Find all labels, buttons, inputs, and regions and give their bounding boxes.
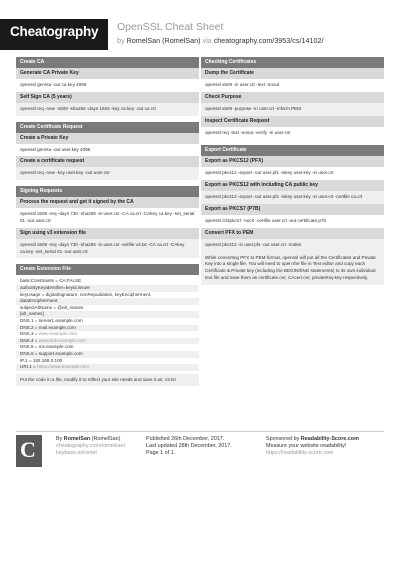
footer-divider [16,431,384,432]
extension-line [16,278,199,285]
extension-line-text: keyUsage = digitalSignature, nonRepudiation, keyEncipherment, [20,291,152,297]
command: openssl x509 -in user.crt -text -noout [205,82,280,87]
footer-author [56,436,125,458]
author-link[interactable]: RomelSan (RomelSan) [126,36,201,45]
extension-file-heading: Create Extension File [16,264,199,275]
extension-line-text: DNS.5 = mx.example.com [20,344,74,350]
sponsor-url[interactable]: https://readability-score.com [266,450,334,457]
via-text: via [202,36,212,45]
extension-line [16,311,199,318]
extension-line [16,318,199,325]
byline [117,36,323,45]
extension-line [16,285,199,292]
extension-line-text: subjectAltName = @alt_names [20,304,84,310]
extension-line-text: DNS.2 = mail.example.com [20,324,76,330]
create-cert-request-block [16,122,199,181]
command: openssl pkcs12 -in user.pfx -out user.crt -nodes [201,239,384,252]
create-cert-request-heading: Create Certificate Request [16,122,199,133]
logo-text: Cheatography [10,24,99,39]
extension-line-text: authorityKeyIdentifier=keyid,issuer [20,284,91,290]
extension-line [16,351,199,358]
extension-line-link[interactable]: www.example.com [38,331,78,337]
extension-file-block [16,264,199,386]
signing-requests-block [16,186,199,258]
command: openssl crl2pkcs7 -nocrl -certfile user.crt -out certificate.p7b [205,217,327,223]
subheading: Export as PKCS7 (P7B) [201,204,384,215]
command: openssl x509 -req -days 730 -sha256 -in user.csr -CA ca.crt -CAkey ca.key -set_serial 01 -out user.crt [20,211,195,223]
extension-file-note: Put the code in a file, modify it to reflect your site needs and save it as: v3.txt [16,374,199,387]
subheading: Create a Private Key [16,133,199,144]
extension-line [16,358,199,365]
extension-line [16,298,199,305]
subheading: Create a certificate request [16,156,199,167]
page-title: OpenSSL Cheat Sheet [117,21,224,33]
extension-line-text: DNS.6 = support.example.com [20,350,83,356]
export-certificate-block [201,145,384,284]
command: openssl pkcs12 -export -out user.pfx -inkey user.key -in user.crt [205,170,334,176]
export-certificate-heading: Export Certificate [201,145,384,156]
left-column [16,57,199,392]
command: openssl x509 -purpose -in user.crt -inform PEM [201,103,384,116]
export-note: While converting PFX to PEM format, openssl will put all the Certificates and Private Key into a single file. You will need to open the file in Text editor and copy each Certificate & Private key (including the BEGIN/END statements) to its own individual text file and save them as certificate.cer, CAcert.cer, privateKey.key respectively. [201,252,384,285]
extension-line-text: [alt_names] [20,311,44,317]
extension-line [16,305,199,312]
footer-link-keybase[interactable]: keybase.io/romel [56,450,97,457]
extension-line-text: URI.1 = [20,364,37,370]
subheading: Export as PKCS12 with including CA public key [201,180,384,191]
subheading: Sign using v3 extension file [16,228,199,239]
checking-certificates-heading: Checking Certificates [201,57,384,68]
cheatsheet-url[interactable]: cheatography.com/3953/cs/14102/ [213,36,324,45]
subheading: Export as PKCS12 (PFX) [201,156,384,167]
extension-file-lines [16,275,199,373]
header [0,0,400,57]
command: openssl genrsa -out ca.key 4096 [20,82,87,87]
command: openssl req -text -noout -verify -in user.csr [205,129,291,135]
footer-sponsor [266,436,359,458]
by-prefix: by [117,36,125,45]
extension-line [16,292,199,299]
updated-date: Last updated 28th December, 2017. [146,443,232,450]
footer [16,435,384,475]
extension-line [16,331,199,338]
extension-line-text: basicConstraints = CA:FALSE [20,278,82,284]
command: openssl req -new -x509 -sha256 -days 1826 -key ca.key -out ca.crt [16,103,199,116]
extension-line [16,338,199,345]
subheading: Convert PFX to PEM [201,228,384,239]
page-count: Page 1 of 1. [146,450,176,457]
command: openssl pkcs12 -export -out user.pfx -inkey user.key -in user.crt -certfile ca.crt [201,191,384,204]
subheading: Process the request and get it signed by the CA [16,197,199,208]
signing-requests-heading: Signing Requests [16,186,199,197]
sponsor-prefix: Sponsored by [266,436,300,442]
command: openssl x509 -req -days 730 -sha256 -in user.csr -extfile v3.txt -CA ca.crt -CAkey ca.key -set_serial 01 -out user.crt [16,239,199,259]
create-ca-block [16,57,199,116]
sponsor-tagline: Measure your website readability! [266,443,347,450]
avatar-initial: C [20,437,36,462]
subheading: Self Sign CA (5 years) [16,92,199,103]
footer-author-paren: (RomelSan) [91,436,121,442]
extension-line-text: DNS.3 = [20,331,39,337]
command: openssl genrsa -out user.key 4096 [20,146,91,152]
extension-line-text: DNS.4 = [20,337,39,343]
extension-line-text: dataEncipherment [20,298,58,304]
create-ca-heading: Create CA [16,57,199,68]
footer-author-name[interactable]: RomelSan [63,436,91,442]
subheading: Dump the Certificate [201,68,384,79]
subheading: Check Purpose [201,92,384,103]
extension-line-text: DNS.1 = server1.example.com [20,317,83,323]
footer-dates [146,436,232,458]
right-column [201,57,384,291]
sponsor-name[interactable]: Readability-Score.com [300,436,359,442]
extension-line-link[interactable]: www.sub.example.com [38,337,86,343]
extension-line [16,325,199,332]
extension-line-text: IP.1 = 192.168.0.100 [20,357,63,363]
command: openssl req -new -key user.key -out user.csr [16,167,199,180]
extension-line [16,364,199,371]
author-avatar[interactable] [16,435,42,467]
subheading: Inspect Certificate Request [201,116,384,127]
cheatography-logo[interactable] [0,19,108,50]
checking-certificates-block [201,57,384,139]
footer-by: By [56,436,63,442]
extension-line [16,344,199,351]
footer-link-cheatography[interactable]: cheatography.com/romelsan/ [56,443,126,450]
extension-line-link[interactable]: https://www.example.com [36,364,90,370]
subheading: Generate CA Private Key [16,68,199,79]
published-date: Published 26th December, 2017. [146,436,225,442]
